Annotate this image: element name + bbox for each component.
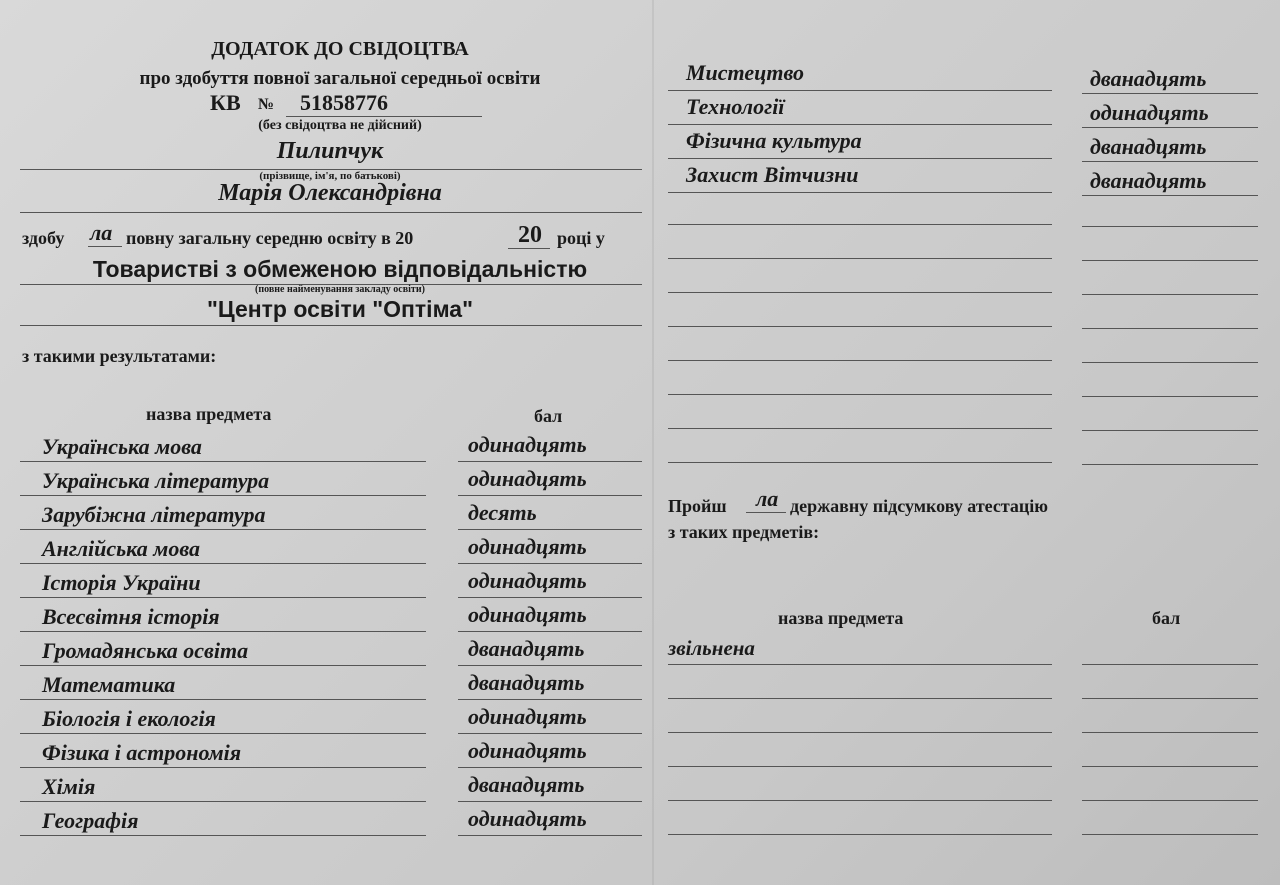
student-given-names: Марія Олександрівна (218, 180, 442, 206)
subject-underline (20, 699, 426, 700)
validity-note: (без свідоцтва не дійсний) (258, 118, 422, 133)
blank-grade-line (1082, 226, 1258, 227)
attestation-subject-line (668, 834, 1052, 835)
subject-name: Всесвітня історія (42, 604, 220, 629)
subject-underline (20, 631, 426, 632)
attestation-grade-line (1082, 834, 1258, 835)
subject-name: Біологія і екологія (42, 706, 216, 731)
subject-name: Фізика і астрономія (42, 740, 242, 765)
grade-underline (1082, 195, 1258, 196)
page-fold (652, 0, 654, 885)
school-name-line1: Товаристві з обмеженою відповідальністю (92, 256, 588, 282)
subject-underline (20, 767, 426, 768)
subject-underline (20, 835, 426, 836)
attestation-grade-line (1082, 766, 1258, 767)
subject-name: Захист Вітчизни (686, 162, 859, 187)
attestation-grade-line (1082, 732, 1258, 733)
completion-year: 20 (518, 222, 542, 248)
subject-name: Математика (42, 672, 176, 697)
subject-underline (668, 90, 1052, 91)
given-names-underline (20, 212, 642, 213)
completion-prefix: здобу (22, 228, 65, 248)
attestation-suffix-underline (746, 512, 786, 513)
subject-underline (668, 124, 1052, 125)
attestation-text: державну підсумкову атестацію (790, 496, 1049, 516)
blank-subject-line (668, 360, 1052, 361)
attestation-prefix: Пройш (668, 496, 727, 516)
grade-underline (458, 529, 642, 530)
attestation-entry: звільнена (668, 636, 755, 660)
blank-subject-line (668, 462, 1052, 463)
grade-underline (458, 665, 642, 666)
subject-grade: одинадцять (468, 534, 587, 559)
attestation-subject-line (668, 664, 1052, 665)
subject-grade: десять (468, 500, 537, 525)
left-subject-header: назва предмета (146, 404, 272, 424)
results-label: з такими результатами: (22, 346, 217, 366)
attestation-subject-line (668, 800, 1052, 801)
subject-name: Технології (686, 94, 785, 119)
subject-grade: одинадцять (468, 806, 587, 831)
subject-name: Мистецтво (686, 60, 805, 85)
subject-underline (20, 461, 426, 462)
attestation-grade-header: бал (1152, 608, 1181, 628)
certificate-series: КВ (210, 90, 241, 115)
subject-grade: дванадцять (1090, 168, 1207, 193)
blank-grade-line (1082, 294, 1258, 295)
subject-grade: дванадцять (1090, 66, 1207, 91)
blank-subject-line (668, 394, 1052, 395)
certificate-number: 51858776 (300, 90, 388, 115)
subject-name: Історія України (42, 570, 201, 595)
subject-grade: одинадцять (468, 432, 587, 457)
subject-underline (20, 597, 426, 598)
blank-grade-line (1082, 362, 1258, 363)
school-line2-underline (20, 325, 642, 326)
grade-underline (458, 597, 642, 598)
subject-grade: одинадцять (468, 704, 587, 729)
completion-after-year: році у (557, 228, 605, 248)
subject-underline (20, 733, 426, 734)
subject-grade: одинадцять (468, 466, 587, 491)
grade-underline (1082, 127, 1258, 128)
document-subtitle: про здобуття повної загальної середньої освіти (139, 68, 541, 89)
blank-subject-line (668, 224, 1052, 225)
subject-name: Географія (42, 808, 139, 833)
subject-underline (20, 801, 426, 802)
subject-underline (20, 665, 426, 666)
completion-text: повну загальну середню освіту в 20 (126, 228, 414, 248)
blank-grade-line (1082, 260, 1258, 261)
subject-underline (668, 192, 1052, 193)
subject-grade: дванадцять (468, 636, 585, 661)
completion-suffix: ла (90, 220, 113, 245)
subject-grade: одинадцять (468, 738, 587, 763)
subject-name: Фізична культура (686, 128, 862, 153)
blank-subject-line (668, 258, 1052, 259)
subject-name: Англійська мова (42, 536, 201, 561)
subject-grade: одинадцять (1090, 100, 1209, 125)
school-caption: (повне найменування закладу освіти) (255, 284, 425, 295)
subject-name: Українська мова (42, 434, 202, 459)
name-caption: (прізвище, ім'я, по батькові) (259, 170, 401, 182)
grade-underline (458, 733, 642, 734)
subject-underline (668, 158, 1052, 159)
grade-underline (458, 835, 642, 836)
blank-grade-line (1082, 396, 1258, 397)
blank-subject-line (668, 428, 1052, 429)
subject-grade: одинадцять (468, 568, 587, 593)
attestation-subject-line (668, 732, 1052, 733)
student-surname: Пилипчук (276, 138, 384, 164)
attestation-subject-line (668, 698, 1052, 699)
year-underline (508, 248, 550, 249)
grade-underline (458, 767, 642, 768)
left-grade-header: бал (534, 406, 563, 426)
subject-grade: одинадцять (468, 602, 587, 627)
grade-underline (458, 563, 642, 564)
attestation-grade-line (1082, 698, 1258, 699)
subject-underline (20, 529, 426, 530)
attestation-grade-line (1082, 664, 1258, 665)
subject-grade: дванадцять (468, 772, 585, 797)
subject-underline (20, 563, 426, 564)
number-underline (286, 116, 482, 117)
attestation-line2: з таких предметів: (668, 522, 820, 542)
attestation-suffix: ла (756, 486, 779, 511)
subject-grade: дванадцять (468, 670, 585, 695)
subject-name: Громадянська освіта (42, 638, 249, 663)
subject-underline (20, 495, 426, 496)
attestation-subject-header: назва предмета (778, 608, 904, 628)
grade-underline (458, 699, 642, 700)
grade-underline (1082, 93, 1258, 94)
grade-underline (458, 495, 642, 496)
subject-grade: дванадцять (1090, 134, 1207, 159)
subject-name: Українська література (42, 468, 270, 493)
attestation-subject-line (668, 766, 1052, 767)
blank-subject-line (668, 326, 1052, 327)
blank-grade-line (1082, 328, 1258, 329)
blank-grade-line (1082, 430, 1258, 431)
grade-underline (458, 631, 642, 632)
blank-subject-line (668, 292, 1052, 293)
attestation-grade-line (1082, 800, 1258, 801)
document-title: ДОДАТОК ДО СВІДОЦТВА (211, 38, 469, 60)
grade-underline (1082, 161, 1258, 162)
subject-name: Зарубіжна література (42, 502, 266, 527)
grade-underline (458, 461, 642, 462)
suffix-underline (88, 246, 122, 247)
subject-name: Хімія (42, 774, 96, 799)
school-name-line2: "Центр освіти "Оптіма" (207, 296, 473, 322)
number-sign: № (258, 96, 275, 113)
grade-underline (458, 801, 642, 802)
blank-grade-line (1082, 464, 1258, 465)
